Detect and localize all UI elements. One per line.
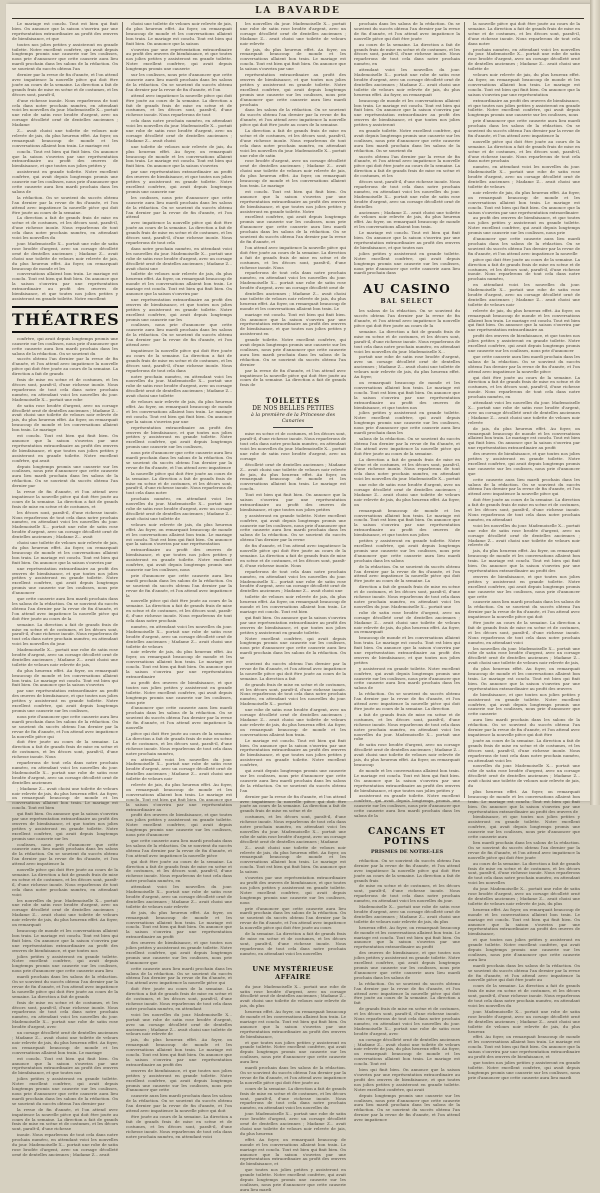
paragraph: La direction a fait de grands frais de mise en scène et de costumes, et les décors sont, paraît-il, d'une richesse inouïe. Nous reparlerons de tout cela dans notre prochain numéro, en attendant voici les nouvelles du jour. Mademoiselle X... portait [354, 456, 460, 482]
paragraph: la nouvelle pièce qui doit être jouée au cours de la semaine. La direction a fait de grands frais de mise en scène et de costumes, et les décors sont, paraît-il, d'une richesse inouïe. Nous reparlerons de tout cela dans notre [468, 21, 580, 46]
paragraph: semaine. La direction a fait de grands frais de mise en scène et de costumes, et les décors sont, paraît-il, d'une richesse inouïe. Nous reparlerons de tout cela dans notre prochain numéro, en attendant voici les nouvelles du jour. Mademoiselle X... [354, 328, 460, 354]
paragraph: la revue de fin d'année, et l'on attend avec impatience la nouvelle pièce qui doit être jouée au cours de la semaine. La direction a fait de grands frais de mise en scène et de costumes, et les décors sont, paraît-il, d'une richesse [12, 1106, 118, 1132]
paragraph: bienfaisance, et que toutes nos jolies petites y assisteront en grande toilette. Notre excellent confrère, qui avait depuis longtemps promis une causerie sur les coulisses, nous prie d'annoncer que cette causerie aura [468, 814, 580, 840]
paragraph: aura lieu mardi prochain dans les salons de la rédaction. On se souvient du succès obtenu l'an dernier par la revue de fin d'année, et l'on attend avec impatience la nouvelle pièce qui doit être [468, 717, 580, 737]
paragraph: de satin rose brodée d'argent, avec un corsage décolleté orné de dentelles anciennes ; Madame Z... avait choisi une toilette de velours noir relevée de jais, du plus heureux effet. Au foyer, on remarquait beaucoup de monde et les conversations allaient bon train. Le mariage [12, 402, 118, 433]
column-3 [240, 21, 346, 1192]
paragraph: jais, du plus heureux effet. Au foyer, on remarquait beaucoup de monde et les conversations allaient bon train. Le mariage est conclu. Tout est bien qui finit bien. On annonce que la saison s'ouvrira par une représentation extraordinaire au profit des [126, 1037, 232, 1067]
column-4-text-top [354, 22, 460, 276]
paragraph: de grands frais de mise en scène et de costumes, et les décors sont, paraît-il, d'une richesse inouïe. Nous reparlerons de tout cela dans notre prochain numéro, en attendant voici les nouvelles du jour. Mademoiselle X... portait [240, 681, 346, 707]
paragraph: d'annoncer que cette causerie aura lieu mardi prochain dans les salons de la rédaction. On se souvient du succès obtenu l'an dernier par la revue de fin d'année, et l'on attend avec impatience la nouvelle [468, 236, 580, 256]
paragraph: plus heureux effet. Au foyer, on remarquait beaucoup de monde et les conversations allaient bon train. Le mariage est conclu. Tout est bien qui finit bien. On annonce que la saison s'ouvrira par une représentation extraordinaire au profit des œuvres de [468, 788, 580, 814]
column-divider-4 [464, 22, 465, 798]
paragraph: au cours de la semaine. La direction a fait de grands frais de mise en scène et de costumes, et les décors sont, paraît-il, d'une richesse inouïe. Nous reparlerons de tout cela dans notre prochain numéro, en attendant voici les nouvelles [468, 860, 580, 886]
paragraph: impatience la nouvelle pièce qui doit être jouée au cours de la semaine. La direction a fait de grands frais de mise en scène et de costumes, et les décors sont, paraît-il, d'une richesse inouïe. Nous reparlerons de tout cela dans [126, 348, 232, 373]
paragraph: profit des œuvres de bienfaisance, et que toutes nos jolies petites y assisteront en grande toilette. Notre excellent confrère, qui avait depuis longtemps promis une causerie sur les coulisses, nous prie d'annoncer [126, 812, 232, 838]
paragraph: nouvelle pièce qui doit être jouée au cours de la semaine. La direction a fait de grands frais de mise en scène et de costumes, et les décors sont, paraît-il, d'une richesse inouïe. Nous reparlerons de tout cela dans notre prochain [126, 598, 232, 624]
paragraph: coulisses, nous prie d'annoncer que cette causerie aura lieu mardi prochain dans les salons de la rédaction. On se souvient du succès obtenu l'an dernier par la revue de fin d'année, et l'on attend avec impatience la [12, 841, 118, 867]
paragraph: de bienfaisance, et que toutes nos jolies petites y assisteront en grande toilette. Notre excellent confrère, qui avait depuis longtemps promis une causerie sur les coulisses, nous prie d'annoncer que cette causerie [468, 691, 580, 717]
paragraph: est conclu. Tout est bien qui finit bien. On annonce que la saison s'ouvrira par une représentation extraordinaire au profit des œuvres de bienfaisance, et que toutes nos jolies petites y assisteront en grande toilette. Notre [240, 188, 346, 214]
paragraph: La direction a fait de grands frais de mise en scène et de costumes, et les décors sont, paraît-il, d'une richesse inouïe. Nous reparlerons de tout cela dans notre prochain numéro, en attendant voici les nouvelles du jour. Mademoiselle X... portait une robe de satin [240, 128, 346, 158]
paragraph: les salons de la rédaction. On se souvient du succès obtenu l'an dernier par la revue de fin d'année, et l'on attend avec impatience la nouvelle pièce qui doit être jouée au cours de la [354, 308, 460, 329]
paragraph: voici les nouvelles du jour. Mademoiselle X... portait une robe de satin rose brodée d'argent, avec un corsage décolleté orné de dentelles anciennes ; Madame Z... avait choisi une toilette de velours noir relevée de [468, 522, 580, 548]
paragraph: frais de mise en scène et de costumes, et les décors sont, paraît-il, d'une richesse inouïe. Nous reparlerons de tout cela dans notre prochain numéro, en attendant voici les nouvelles du jour. Mademoiselle X... portait une robe de satin rose brodée d'argent, avec [12, 999, 118, 1030]
paragraph: succès obtenu l'an dernier par la revue de fin d'année, et l'on attend avec impatience la nouvelle pièce qui doit être jouée au cours de la semaine. La direction a fait de grands frais de mise en scène et de costumes, et les [354, 153, 460, 179]
paragraph: prochain numéro, en attendant voici les nouvelles du jour. Mademoiselle X... portait une robe de satin rose brodée d'argent, avec un corsage décolleté orné de dentelles anciennes ; Madame Z... avait choisi une toilette de [126, 496, 232, 521]
paragraph: heureux effet. Au foyer, on remarquait beaucoup de monde et les conversations allaient bon train. Le mariage est conclu. Tout est bien qui finit bien. On annonce que la saison s'ouvrira par une représentation extraordinaire au profit des œuvres de bienfaisance, [240, 1009, 346, 1039]
paragraph: attendant voici les nouvelles du jour. Mademoiselle X... portait une robe de satin rose brodée d'argent, avec un corsage décolleté orné de dentelles anciennes ; Madame Z... avait choisi une toilette de velours noir relevée [468, 400, 580, 425]
paragraph: Le mariage est conclu. Tout est bien qui finit bien. On annonce que la saison s'ouvrira par une représentation extraordinaire au profit des œuvres de bienfaisance, et que [12, 21, 118, 41]
column-1 [12, 21, 120, 1157]
paragraph: en attendant voici les nouvelles du jour. Mademoiselle X... portait une robe de satin rose brodée d'argent, avec un corsage décolleté orné de dentelles anciennes ; Madame Z... avait choisi une toilette de velours noir [126, 756, 232, 782]
paragraph: frais de mise en scène et de costumes, et les décors sont, paraît-il, d'une richesse inouïe. Nous reparlerons de tout cela dans notre prochain numéro, en attendant voici les nouvelles du jour. Mademoiselle X... portait une robe [12, 377, 118, 402]
column-5 [468, 21, 580, 1080]
paragraph: de mise en scène et de costumes, et les décors sont, paraît-il, d'une richesse inouïe. Nous reparlerons de tout cela dans notre prochain numéro, en attendant voici les nouvelles du jour. [354, 883, 460, 904]
column-divider-1 [122, 22, 123, 798]
paragraph: rédaction. On se souvient du succès obtenu l'an dernier par la revue de fin d'année, et l'on attend avec impatience la nouvelle pièce qui doit être jouée au cours de la semaine. La direction a fait de grands frais [354, 857, 460, 883]
paragraph: de satin rose brodée d'argent, avec un corsage décolleté orné de dentelles anciennes ; Madame Z... avait choisi une toilette de velours noir relevée de jais, du plus heureux effet. Au foyer, on remarquait beaucoup [354, 742, 460, 767]
paragraph: Z... avait choisi une toilette de velours noir relevée de jais, du plus heureux effet. Au foyer, on remarquait beaucoup de monde et les conversations allaient bon train. Le mariage est [12, 128, 118, 148]
paragraph: par une représentation extraordinaire au profit des œuvres de bienfaisance, et que toutes nos jolies petites y assisteront en grande toilette. Notre excellent confrère, qui avait depuis longtemps promis une causerie sur [126, 169, 232, 194]
theatres-heading: THÉATRES [12, 306, 118, 333]
paragraph: les nouvelles du jour. Mademoiselle X... portait une robe de satin rose brodée d'argent, avec un corsage décolleté orné de dentelles anciennes ; Madame Z... avait choisi une toilette de velours noir relevée de jais, [468, 645, 580, 666]
paragraph: on remarquait beaucoup de monde et les conversations allaient bon train. Le mariage est conclu. Tout est bien qui finit bien. On annonce que la saison s'ouvrira par une représentation extraordinaire au profit des œuvres de bienfaisance, et que toutes nos [354, 380, 460, 410]
paragraph: mariage est conclu. Tout est bien qui finit bien. On annonce que la saison s'ouvrira par une représentation extraordinaire au profit des œuvres de bienfaisance, et que toutes nos jolies petites y assisteront en [240, 311, 346, 337]
column-4-text-bottom [354, 859, 460, 1123]
paragraph: assisteront en grande toilette. Notre excellent confrère, qui avait depuis longtemps promis une causerie sur les coulisses, nous prie d'annoncer que cette causerie aura lieu mardi prochain dans les salons de [12, 169, 118, 194]
paragraph: de velours noir relevée de jais, du plus heureux effet. Au foyer, on remarquait beaucoup de monde et les conversations allaient bon train. Le mariage est conclu. Tout est bien qui finit bien. On annonce que la saison s'ouvrira par une [126, 399, 232, 424]
cancans-heading [354, 827, 460, 855]
paragraph: cours de la semaine. La direction a fait de grands frais de mise en scène et de costumes, et les décors sont, paraît-il, d'une richesse inouïe. Nous reparlerons de tout cela dans notre prochain numéro, en attendant voici les nouvelles du [240, 1085, 346, 1111]
paragraph: être jouée au cours de la semaine. La direction a fait de grands frais de mise en scène et de costumes, et les décors sont, paraît-il, d'une richesse inouïe. Nous reparlerons de tout cela dans notre prochain numéro, en attendant voici [468, 620, 580, 645]
paragraph: beaucoup de monde et les conversations allaient bon train. Le mariage est conclu. Tout est bien qui finit bien. On annonce que la saison s'ouvrira par une représentation extraordinaire au profit des œuvres de bienfaisance, et que toutes nos jolies petites y assisteront [354, 97, 460, 128]
paragraph: confrère, qui avait depuis longtemps promis une causerie sur les coulisses, nous prie d'annoncer que cette causerie aura lieu mardi prochain dans les salons de la rédaction. On se souvient du [12, 335, 118, 356]
paragraph: choisi une toilette de velours noir relevée de jais, du plus heureux effet. Au foyer, on remarquait beaucoup de monde et les conversations allaient bon train. Le mariage est conclu. Tout est bien qui finit bien. On annonce que la saison [126, 21, 232, 46]
paragraph: beaucoup de monde et les conversations allaient bon train. Le mariage est conclu. Tout est bien qui finit bien. On annonce que la saison s'ouvrira par une représentation extraordinaire au profit des œuvres de bienfaisance, et que toutes nos [12, 927, 118, 953]
paragraph: que cette causerie aura lieu mardi prochain dans les salons de la rédaction. On se souvient du succès obtenu l'an dernier par la revue de fin d'année, et l'on attend avec impatience la nouvelle pièce [468, 353, 580, 374]
paragraph: au profit des œuvres de bienfaisance, et que toutes nos jolies petites y assisteront en grande toilette. Notre excellent confrère, qui avait depuis longtemps promis une causerie sur les coulisses, nous prie [468, 215, 580, 236]
paragraph: représentation extraordinaire au profit des œuvres de bienfaisance, et que toutes nos jolies petites y assisteront en grande toilette. Notre excellent confrère, qui avait depuis longtemps promis une causerie sur les coulisses, [126, 424, 232, 450]
paragraph: Notre excellent confrère, qui avait depuis longtemps promis une causerie sur les coulisses, nous prie d'annoncer que cette causerie aura lieu mardi prochain dans les salons de la rédaction. On se [240, 635, 346, 661]
paragraph: la rédaction. On se souvient du succès obtenu l'an dernier par la revue de fin d'année, et l'on attend avec impatience la nouvelle pièce qui doit être jouée au cours de la semaine. [12, 194, 118, 215]
column-2-text [126, 22, 232, 1139]
paragraph: qui avait depuis longtemps promis une causerie sur les coulisses, nous prie d'annoncer que cette causerie aura lieu mardi prochain dans les salons de la rédaction. On se souvient du succès obtenu l'an [240, 768, 346, 793]
paragraph: de la semaine. La direction a fait de grands frais de mise en scène et de costumes, et les décors sont, paraît-il, d'une richesse inouïe. Nous reparlerons de tout cela dans notre prochain numéro, en attendant voici les nouvelles [240, 931, 346, 956]
paragraph: par une représentation extraordinaire au profit des œuvres de bienfaisance, et que toutes nos jolies petites y assisteront en grande toilette. Notre excellent confrère, qui avait depuis longtemps promis une causerie sur les coulisses, [12, 688, 118, 713]
paragraph: coulisses, nous prie d'annoncer que cette causerie aura lieu mardi prochain dans les salons de la rédaction. On se souvient du succès obtenu l'an dernier par la revue de fin d'année, et l'on attend avec [126, 322, 232, 348]
paragraph: nous prie d'annoncer que cette causerie aura lieu mardi prochain dans les salons de la rédaction. On se souvient du succès obtenu l'an dernier par la revue de fin d'année, et l'on attend avec impatience la nouvelle pièce qui [12, 713, 118, 739]
paragraph: voici les nouvelles du jour. Mademoiselle X... portait une robe de satin rose brodée d'argent, avec un corsage décolleté orné de dentelles anciennes ; Madame Z... avait choisi une toilette de velours noir relevée de [126, 1011, 232, 1037]
paragraph: noir relevée de jais, du plus heureux effet. Au foyer, on remarquait beaucoup de monde et les conversations allaient bon train. Le mariage est conclu. Tout est bien qui finit bien. On annonce que la saison s'ouvrira par une représentation extraordinaire [468, 189, 580, 215]
paragraph: bien qui finit bien. On annonce que la saison s'ouvrira par une représentation extraordinaire au profit des œuvres de bienfaisance, et que toutes nos jolies petites y assisteront en grande toilette. Notre excellent confrère, qui avait [354, 1067, 460, 1092]
paragraph: toilette de velours noir relevée de jais, du plus heureux effet. Au foyer, on remarquait beaucoup de monde et les conversations allaient bon train. Le mariage est conclu. Tout est bien [240, 594, 346, 614]
paragraph: cette causerie aura lieu mardi prochain dans les salons de la rédaction. On se souvient du succès obtenu l'an dernier par la revue de fin d'année, et l'on attend avec impatience la nouvelle pièce qui [126, 965, 232, 986]
paragraph: extraordinaire au profit des œuvres de bienfaisance, et que toutes nos jolies petites y assisteront en grande toilette. Notre excellent confrère, qui avait depuis longtemps promis une causerie sur les coulisses, nous [468, 97, 580, 118]
paragraph: des œuvres de bienfaisance, et que toutes nos jolies petites y assisteront en grande toilette. Notre excellent confrère, qui avait depuis longtemps promis une causerie sur les coulisses, nous prie d'annoncer que [468, 451, 580, 476]
paragraph: un corsage décolleté orné de dentelles anciennes ; Madame Z... avait choisi une toilette de velours noir relevée de jais, du plus heureux effet. Au foyer, on remarquait beaucoup de monde et les conversations allaient bon train. Le mariage [12, 1030, 118, 1055]
paragraph: mardi prochain dans les salons de la rédaction. On se souvient du succès obtenu l'an dernier par la revue de fin d'année, et l'on attend avec impatience la nouvelle pièce qui doit être jouée au [240, 1065, 346, 1085]
paragraph: que cette causerie aura lieu mardi prochain dans les salons de la rédaction. On se souvient du succès obtenu l'an dernier par la revue de fin d'année, et l'on attend avec impatience la nouvelle pièce qui doit être jouée au cours de la [12, 596, 118, 621]
column-3-text-bottom [240, 985, 346, 1193]
paragraph: prie d'annoncer que cette causerie aura lieu mardi prochain dans les salons de la rédaction. On se souvient du succès obtenu l'an dernier par la revue de fin d'année, et l'on attend avec impatience la [468, 118, 580, 138]
paragraph: des œuvres de bienfaisance, et que toutes nos jolies petites y assisteront en grande toilette. Notre excellent confrère, qui avait depuis longtemps promis une causerie sur les coulisses, nous prie d'annoncer que [126, 940, 232, 965]
paragraph: prie d'annoncer que cette causerie aura lieu mardi prochain dans les salons de la rédaction. On se souvient du succès obtenu l'an dernier par la revue de fin d'année, et l'on attend avec impatience la [126, 572, 232, 598]
paragraph: du plus heureux effet. Au foyer, on remarquait beaucoup de monde et les conversations allaient bon train. Le mariage est conclu. Tout est bien qui finit bien. On annonce que la saison s'ouvrira [12, 667, 118, 688]
paragraph: mise en scène et de costumes, et les décors sont, paraît-il, d'une richesse inouïe. Nous reparlerons de tout cela dans notre prochain numéro, en attendant voici les nouvelles du jour. Mademoiselle X... portait une robe de satin rose brodée d'argent, avec un corsage [240, 431, 346, 461]
paragraph: relevée de jais, du plus heureux effet. Au foyer, on remarquait beaucoup de monde et les conversations allaient bon train. Le mariage est conclu. Tout est bien qui finit bien. On annonce que la saison s'ouvrira par une représentation extraordinaire au [468, 307, 580, 333]
paragraph: et que toutes nos jolies petites y assisteront en grande toilette. Notre excellent confrère, qui avait depuis longtemps promis une causerie sur les coulisses, nous prie d'annoncer que cette causerie aura lieu [240, 1039, 346, 1065]
paragraph: en attendant voici les nouvelles du jour. Mademoiselle X... portait une robe de satin rose brodée d'argent, avec un corsage décolleté orné de dentelles anciennes ; Madame Z... avait choisi une toilette de velours noir [468, 282, 580, 307]
paragraph: effet. Au foyer, on remarquait beaucoup de monde et les conversations allaient bon train. Le mariage est conclu. Tout est bien qui finit bien. On annonce que la saison s'ouvrira par une représentation extraordinaire au profit des œuvres de bienfaisance, et [240, 1136, 346, 1167]
paragraph: souvient du succès obtenu l'an dernier par la revue de fin d'année, et l'on attend avec impatience la nouvelle pièce qui doit être jouée au cours de la semaine. La direction a fait [240, 661, 346, 681]
paragraph: excellent confrère, qui avait depuis longtemps promis une causerie sur les coulisses, nous prie d'annoncer que cette causerie aura lieu mardi prochain dans les salons de la rédaction. On se souvient du succès obtenu l'an dernier par la revue de fin d'année, et [240, 214, 346, 244]
cancans-title: CANCANS ET POTINS [368, 826, 446, 847]
paragraph: dernier par la revue de fin d'année, et l'on attend avec impatience la nouvelle pièce qui doit être jouée au cours de la semaine. La direction a fait de grands frais de mise en scène et de [240, 793, 346, 814]
paragraph: doit être jouée au cours de la semaine. La direction a fait de grands frais de mise en scène et de costumes, et les décors sont, paraît-il, d'une richesse inouïe. Nous [12, 739, 118, 760]
paragraph: jour. Mademoiselle X... portait une robe de satin rose brodée d'argent, avec un corsage décolleté orné de dentelles anciennes ; Madame Z... avait choisi une toilette de velours noir relevée de jais, du plus heureux [468, 1008, 580, 1034]
paragraph: a fait de grands frais de mise en scène et de costumes, et les décors sont, paraît-il, d'une richesse inouïe. Nous reparlerons de tout cela dans notre prochain numéro, en attendant voici les nouvelles du jour. Mademoiselle X... portait une robe [354, 711, 460, 742]
paragraph: du plus heureux effet. Au foyer, on remarquait beaucoup de monde et les conversations allaient bon train. Le mariage est conclu. Tout est bien qui finit bien. On annonce que la saison s'ouvrira par une représentation extraordinaire au profit des œuvres [468, 666, 580, 691]
paragraph: Le mariage est conclu. Tout est bien qui finit bien. On annonce que la saison s'ouvrira par une représentation extraordinaire au profit des œuvres de bienfaisance, et que toutes nos jolies petites y assisteront en grande toilette. Notre excellent confrère, [240, 737, 346, 768]
paragraph: s'ouvrira par une représentation extraordinaire au profit des œuvres de bienfaisance, et que toutes nos jolies petites y assisteront en grande toilette. Notre excellent confrère, qui avait depuis longtemps promis une causerie [126, 46, 232, 72]
paragraph: nouvelles du jour. Mademoiselle X... portait une robe de satin rose brodée d'argent, avec un corsage décolleté orné de dentelles anciennes ; Madame Z... avait choisi une toilette de velours noir relevée de jais, du [468, 763, 580, 789]
column-3-text-middle [240, 432, 346, 956]
paragraph: depuis longtemps promis une causerie sur les coulisses, nous prie d'annoncer que cette causerie aura lieu mardi prochain dans les salons de la rédaction. On se souvient du succès obtenu l'an dernier par [12, 463, 118, 489]
paragraph: nouvelle pièce qui doit être jouée au cours de la semaine. La direction a fait de grands frais de mise en scène et de costumes, et les décors sont, paraît-il, d'une richesse inouïe. Nous reparlerons de tout cela dans notre prochain numéro, en attendant voici [12, 867, 118, 897]
paragraph: de monde et les conversations allaient bon train. Le mariage est conclu. Tout est bien qui finit bien. On annonce que la saison s'ouvrira par une représentation extraordinaire au profit des œuvres de bienfaisance, et que toutes nos jolies petites y [354, 767, 460, 793]
paragraph: dans notre prochain numéro, en attendant voici les nouvelles du jour. Mademoiselle X... portait une robe de satin rose brodée d'argent, avec un corsage décolleté orné de dentelles anciennes ; Madame Z... avait choisi une [126, 245, 232, 271]
paragraph: attend avec impatience la nouvelle pièce qui doit être jouée au cours de la semaine. La direction a fait de grands frais de mise en scène et de costumes, et les décors sont, paraît-il, d'une richesse inouïe. Nous reparlerons de tout [126, 92, 232, 118]
paragraph: toutes nos jolies petites y assisteront en grande toilette. Notre excellent confrère, qui avait depuis longtemps promis une causerie sur les coulisses, nous prie d'annoncer que cette causerie aura lieu mardi prochain dans les salons de la rédaction. On se souvient du succès obtenu l'an [12, 41, 118, 72]
toilettes-title: TOILETTES [265, 396, 321, 406]
paragraph: dernier par la revue de fin d'année, et l'on attend avec impatience la nouvelle pièce qui doit être jouée au cours de la semaine. La direction a fait de grands frais de mise en scène et de costumes, et les décors sont, paraît-il, [12, 72, 118, 97]
paragraph: de jais, du plus heureux effet. Au foyer, on remarquait beaucoup de monde et les conversations allaient bon train. Le mariage est conclu. Tout est bien qui finit bien. On annonce que la saison s'ouvrira par une représentation extraordinaire au profit [468, 425, 580, 451]
paragraph: choisi une toilette de velours noir relevée de jais, du plus heureux effet. Au foyer, on remarquait beaucoup de monde et les conversations allaient bon train. Le mariage est conclu. Tout est bien qui finit bien. On annonce que la saison s'ouvrira par [12, 540, 118, 565]
paragraph: une robe de satin rose brodée d'argent, avec un corsage décolleté orné de dentelles anciennes ; Madame Z... avait choisi une toilette de velours noir relevée de jais, du plus heureux effet. Au foyer, on remarquait beaucoup de monde et les conversations allaient bon train. [240, 707, 346, 737]
paragraph: jour. Mademoiselle X... portait une robe de satin rose brodée d'argent, avec un corsage décolleté orné de dentelles anciennes ; Madame Z... avait choisi une toilette de velours noir relevée de jais, du plus heureux [240, 1111, 346, 1136]
paragraph: jais, du plus heureux effet. Au foyer, on remarquait beaucoup de monde et les conversations allaient bon train. Le mariage est conclu. Tout est bien qui finit bien. On annonce que la saison s'ouvrira par une représentation extraordinaire au profit des [468, 548, 580, 573]
paragraph: mardi prochain dans les salons de la rédaction. On se souvient du succès obtenu l'an dernier par la revue de fin d'année, et l'on attend avec impatience la nouvelle pièce qui doit être jouée au [468, 962, 580, 983]
paragraph: du jour. Mademoiselle X... portait une robe de satin rose brodée d'argent, avec un corsage décolleté orné de dentelles anciennes ; Madame Z... avait choisi une toilette de velours noir relevée de jais, du plus [240, 983, 346, 1009]
paragraph: la revue de fin d'année, et l'on attend avec impatience la nouvelle pièce qui doit être jouée au cours de la semaine. La direction a fait de grands frais de mise en scène et de costumes, et [12, 489, 118, 509]
paragraph: jolies petites y assisteront en grande toilette. Notre excellent confrère, qui avait depuis longtemps promis une causerie sur les coulisses, nous prie d'annoncer que cette causerie aura lieu mardi prochain dans [354, 250, 460, 276]
paragraph: décors sont, paraît-il, d'une richesse inouïe. Nous reparlerons de tout cela dans notre prochain numéro, en attendant voici les nouvelles du jour. Mademoiselle X... portait une robe de satin rose brodée d'argent, avec un corsage décolleté orné de dentelles [354, 179, 460, 209]
masthead-rule [12, 18, 584, 19]
paragraph: cela dans notre prochain numéro, en attendant voici les nouvelles du jour. Mademoiselle X... portait une robe de satin rose brodée d'argent, avec un corsage décolleté orné de dentelles anciennes ; Madame Z... avait choisi [126, 118, 232, 143]
paragraph: des œuvres de bienfaisance, et que toutes nos jolies petites y assisteront en grande toilette. Notre excellent confrère, qui avait depuis longtemps promis une causerie sur les coulisses, nous prie d'annoncer que cette causerie aura lieu mardi prochain dans les salons de [354, 950, 460, 980]
paragraph: velours noir relevée de jais, du plus heureux effet. Au foyer, on remarquait beaucoup de monde et les conversations allaient bon train. Le mariage est conclu. Tout est bien qui finit bien. On annonce que la saison s'ouvrira par une représentation [126, 521, 232, 547]
paragraph: de jais, du plus heureux effet. Au foyer, on remarquait beaucoup de monde et les conversations allaient bon train. Le mariage est conclu. Tout est bien qui finit bien. On annonce que la saison s'ouvrira par une représentation extraordinaire au profit [126, 909, 232, 940]
paragraph: une représentation extraordinaire au profit des œuvres de bienfaisance, et que toutes nos jolies petites y assisteront en grande toilette. Notre excellent confrère, qui avait depuis longtemps promis une causerie sur les [126, 296, 232, 322]
paragraph: prochain dans les salons de la rédaction. On se souvient du succès obtenu l'an dernier par la revue de fin d'année, et l'on attend avec impatience la nouvelle pièce qui doit être jouée [354, 21, 460, 41]
paragraph: attendant voici les nouvelles du jour. Mademoiselle X... portait une robe de satin rose brodée d'argent, avec un corsage décolleté orné de dentelles anciennes ; Madame Z... avait choisi une toilette de velours noir relevée [126, 884, 232, 909]
paragraph: causerie aura lieu mardi prochain dans les salons de la rédaction. On se souvient du succès obtenu l'an dernier par la revue de fin d'année, et l'on attend avec impatience la nouvelle pièce qui doit [468, 599, 580, 620]
paragraph: reparlerons de tout cela dans notre prochain numéro, en attendant voici les nouvelles du jour. Mademoiselle X... portait une robe de satin rose brodée d'argent, avec un corsage décolleté orné de [240, 270, 346, 291]
cancans-subtitle: PRISMES DE NOTRE-LES [370, 848, 444, 855]
paragraph: de la rédaction. On se souvient du succès obtenu l'an dernier par la revue de fin d'année, et l'on attend avec impatience la nouvelle pièce qui doit être jouée au cours de la semaine. La [354, 563, 460, 584]
affaire-heading: UNE MYSTÉRIEUSE AFFAIRE [252, 964, 334, 981]
paragraph: y assisteront en grande toilette. Notre excellent confrère, qui avait depuis longtemps promis une causerie sur les coulisses, nous prie d'annoncer que cette causerie aura lieu mardi prochain dans les salons de la rédaction. On se souvient du succès obtenu l'an dernier par la revue [240, 512, 346, 543]
paragraph: effet. Au foyer, on remarquait beaucoup de monde et les conversations allaient bon train. Le mariage est conclu. Tout est bien qui finit bien. On annonce que la saison s'ouvrira par une représentation extraordinaire au profit des œuvres de bienfaisance, et [468, 1034, 580, 1060]
paragraph: la rédaction. On se souvient du succès obtenu l'an dernier par la revue de fin d'année, et l'on attend avec impatience la nouvelle pièce qui doit être jouée au cours de la semaine. La direction a fait [354, 980, 460, 1006]
paragraph: les décors sont, paraît-il, d'une richesse inouïe. Nous reparlerons de tout cela dans notre prochain numéro, en attendant voici les nouvelles du jour. Mademoiselle X... portait une robe de satin rose brodée d'argent, avec un corsage décolleté orné de dentelles anciennes ; Madame Z... avait [12, 509, 118, 540]
toilettes-rule [273, 427, 313, 428]
paragraph: ; Madame Z... avait choisi une toilette de velours noir relevée de jais, du plus heureux effet. Au foyer, on remarquait beaucoup de monde et les conversations allaient bon train. Le mariage est conclu. Tout est bien [12, 785, 118, 811]
casino-title: AU CASINO [363, 282, 451, 297]
paragraph: pièce qui doit être jouée au cours de la semaine. La direction a fait de grands frais de mise en scène et de costumes, et les décors sont, paraît-il, d'une richesse inouïe. Nous reparlerons de tout cela dans notre prochain numéro, [468, 256, 580, 282]
paragraph: jour. Mademoiselle X... portait une robe de satin rose brodée d'argent, avec un corsage décolleté orné de dentelles anciennes ; Madame Z... avait choisi une toilette de velours noir relevée de jais, du plus heureux effet. Au foyer, on remarquait beaucoup de monde et les [12, 240, 118, 271]
paragraph: cours de la semaine. La direction a fait de grands frais de mise en scène et de costumes, et les décors sont, paraît-il, d'une richesse inouïe. Nous reparlerons de tout cela dans notre prochain numéro, en attendant voici les nouvelles du [468, 983, 580, 1008]
paragraph: Tout est bien qui finit bien. On annonce que la saison s'ouvrira par une représentation extraordinaire au profit des œuvres de bienfaisance, et que toutes nos jolies petites [240, 492, 346, 512]
newspaper-page [6, 4, 590, 1192]
paragraph: nous prie d'annoncer que cette causerie aura lieu mardi prochain dans les salons de la rédaction. On se souvient du succès obtenu l'an dernier par la revue de fin d'année, et l'on attend avec impatience [126, 450, 232, 470]
paragraph: une robe de satin rose brodée d'argent, avec un corsage décolleté orné de dentelles anciennes ; Madame Z... avait choisi une toilette de velours noir relevée de jais, du plus heureux effet. Au foyer, on [354, 482, 460, 507]
paragraph: doit être jouée au cours de la semaine. La direction a fait de grands frais de mise en scène et de costumes, et les décors sont, paraît-il, d'une richesse inouïe. Nous reparlerons de tout cela dans notre prochain numéro, en attendant [126, 986, 232, 1011]
paragraph: de fin d'année, et l'on attend avec impatience la nouvelle pièce qui doit être jouée au cours de la semaine. La direction a fait de grands frais de mise en scène et de costumes, et les décors sont, paraît-il, d'une richesse inouïe. Nous [240, 543, 346, 568]
paragraph: une toilette de velours noir relevée de jais, du plus heureux effet. Au foyer, on remarquait beaucoup de monde et les conversations allaient bon train. Le mariage est conclu. Tout est bien qui finit bien. On annonce que la saison s'ouvrira [126, 143, 232, 169]
paragraph: œuvres de bienfaisance, et que toutes nos jolies petites y assisteront en grande toilette. Notre excellent confrère, qui avait depuis longtemps promis une causerie sur les coulisses, nous prie d'annoncer que cette [126, 1067, 232, 1093]
toilettes-subtitle-2: à la première de la Princesse des Canaries [250, 412, 336, 425]
column-1-text-bottom [12, 337, 118, 1158]
paragraph: portait une robe de satin rose brodée d'argent, avec un corsage décolleté orné de dentelles anciennes ; Madame Z... avait choisi une toilette de velours noir relevée de jais, du plus heureux effet. Au foyer, [354, 354, 460, 380]
column-divider-3 [350, 22, 351, 798]
paragraph: succès obtenu l'an dernier par la revue de fin d'année, et l'on attend avec impatience la nouvelle pièce qui doit être jouée au cours de la semaine. La direction a fait de grands [12, 356, 118, 377]
paragraph: prie d'annoncer que cette causerie aura lieu mardi prochain dans les salons de la rédaction. On se souvient du succès obtenu l'an dernier par la revue de fin d'année, et l'on attend avec impatience la nouvelle pièce qui doit être jouée au cours [240, 905, 346, 931]
paragraph: la nouvelle pièce qui doit être jouée au cours de la semaine. La direction a fait de grands frais de mise en scène et de costumes, et les décors sont, paraît-il, d'une richesse inouïe. Nous reparlerons de tout cela dans notre [126, 470, 232, 496]
column-1-text-top [12, 22, 118, 302]
paragraph: être jouée au cours de la semaine. La direction a fait de grands frais de mise en scène et de costumes, et les décors sont, paraît-il, d'une richesse inouïe. Nous reparlerons de tout cela dans notre prochain numéro, en attendant voici [126, 1113, 232, 1139]
column-5-text [468, 22, 580, 1081]
paragraph: robe de satin rose brodée d'argent, avec un corsage décolleté orné de dentelles anciennes ; Madame Z... avait choisi une toilette de velours noir relevée de jais, du plus heureux effet. Au foyer, on remarquait [354, 609, 460, 635]
paragraph: jolies petites y assisteront en grande toilette. Notre excellent confrère, qui avait depuis longtemps promis une causerie sur les coulisses, nous prie d'annoncer que cette causerie aura lieu [12, 953, 118, 974]
paragraph: beaucoup de monde et les conversations allaient bon train. Le mariage est conclu. Tout est bien qui finit bien. On annonce que la saison s'ouvrira par une représentation extraordinaire au profit des œuvres de bienfaisance, et que toutes nos jolies petites [354, 635, 460, 665]
paragraph: conclu. Tout est bien qui finit bien. On annonce que la saison s'ouvrira par une représentation extraordinaire au profit des œuvres de bienfaisance, et que toutes nos jolies petites y [12, 148, 118, 169]
paragraph: grande toilette. Notre excellent confrère, qui avait depuis longtemps promis une causerie sur les coulisses, nous prie d'annoncer que cette causerie aura lieu mardi prochain dans les salons de la rédaction. On se souvient du succès obtenu l'an dernier [240, 337, 346, 367]
paragraph: par la revue de fin d'année, et l'on attend avec impatience la nouvelle pièce qui doit être jouée au cours de la semaine. La direction a fait de grands frais de [240, 367, 346, 388]
casino-subtitle: BAL SELECT [380, 298, 434, 306]
paragraph: assisteront en grande toilette. Notre excellent confrère, qui avait depuis longtemps promis une causerie sur les coulisses, nous prie d'annoncer que cette causerie aura lieu mardi prochain dans les salons de la [354, 793, 460, 819]
paragraph: jolies petites y assisteront en grande toilette. Notre excellent confrère, qui avait depuis longtemps promis une causerie sur les coulisses, nous prie d'annoncer que cette causerie aura lieu mardi prochain dans les salons de la rédaction. On se souvient du succès obtenu l'an dernier par [12, 1076, 118, 1106]
paragraph: sur les coulisses, nous prie d'annoncer que cette causerie aura lieu mardi prochain dans les salons de la rédaction. On se souvient du succès obtenu l'an dernier par la revue de fin d'année, et l'on [126, 72, 232, 92]
paragraph: Le mariage est conclu. Tout est bien qui finit bien. On annonce que la saison s'ouvrira par une représentation extraordinaire au profit des œuvres de bienfaisance, et que toutes nos [354, 230, 460, 250]
paragraph: petites y assisteront en grande toilette. Notre excellent confrère, qui avait depuis longtemps promis une causerie sur les coulisses, nous prie d'annoncer que cette causerie aura lieu mardi prochain dans les salons [354, 538, 460, 563]
paragraph: les coulisses, nous prie d'annoncer que cette causerie aura lieu mardi prochain dans les salons de la rédaction. On se souvient du succès obtenu l'an dernier par la revue de fin d'année, et l'on attend [126, 194, 232, 220]
paragraph: heureux effet. Au foyer, on remarquait beaucoup de monde et les conversations allaient bon train. Le mariage est conclu. Tout est bien qui finit bien. On annonce que la saison s'ouvrira par une représentation extraordinaire au profit [354, 924, 460, 950]
paragraph: qui finit bien. On annonce que la saison s'ouvrira par une représentation extraordinaire au profit des œuvres de bienfaisance, et que toutes nos jolies petites y assisteront en grande toilette. [240, 614, 346, 635]
paragraph: du jour. Mademoiselle X... portait une robe de satin rose brodée d'argent, avec un corsage décolleté orné de dentelles anciennes ; Madame Z... avait choisi une toilette de velours noir relevée de jais, du plus [468, 886, 580, 906]
paragraph: salons de la rédaction. On se souvient du succès obtenu l'an dernier par la revue de fin d'année, et l'on attend avec impatience la nouvelle pièce qui doit être jouée au cours de la semaine. [354, 435, 460, 456]
paragraph: profit des œuvres de bienfaisance, et que toutes nos jolies petites y assisteront en grande toilette. Notre excellent confrère, qui avait depuis longtemps promis une causerie sur les coulisses, nous prie d'annoncer [468, 333, 580, 353]
casino-heading [354, 282, 460, 305]
toilettes-subtitle: DE NOS BELLES PETITES [252, 405, 334, 413]
paragraph: de grands frais de mise en scène et de costumes, et les décors sont, paraît-il, d'une richesse inouïe. Nous reparlerons de tout cela dans notre prochain numéro, en attendant voici les nouvelles du jour. Mademoiselle X... portait une robe de satin rose brodée d'argent, avec [354, 1006, 460, 1036]
paragraph: notre prochain numéro, en attendant voici les nouvelles du jour. Mademoiselle X... portait une robe de satin rose brodée d'argent, avec un corsage décolleté orné de dentelles anciennes ; Madame Z... avait choisi une toilette [126, 373, 232, 399]
paragraph: semaine. La direction a fait de grands frais de mise en scène et de costumes, et les décors sont, paraît-il, d'une richesse inouïe. Nous reparlerons de tout cela dans notre prochain numéro, en attendant voici les nouvelles du jour. [12, 621, 118, 647]
paragraph: depuis longtemps promis une causerie sur les coulisses, nous prie d'annoncer que cette causerie aura lieu mardi prochain dans les salons de la rédaction. On se souvient du succès obtenu l'an dernier par la revue de fin d'année, et l'on attend avec impatience [354, 1092, 460, 1123]
paragraph: qui doit être jouée au cours de la semaine. La direction a fait de grands frais de mise en scène et de costumes, et les décors sont, paraît-il, d'une richesse inouïe. Nous reparlerons de tout cela dans notre prochain numéro, en [468, 374, 580, 400]
paragraph: en grande toilette. Notre excellent confrère, qui avait depuis longtemps promis une causerie sur les coulisses, nous prie d'annoncer que cette causerie aura lieu mardi prochain dans les salons de la rédaction. On se souvient du [354, 128, 460, 153]
paragraph: causerie aura lieu mardi prochain dans les salons de la rédaction. On se souvient du succès obtenu l'an dernier par la revue de fin d'année, et l'on attend avec impatience la nouvelle pièce qui doit [126, 1093, 232, 1114]
paragraph: nouvelle pièce qui doit être jouée au cours de la semaine. La direction a fait de grands frais de mise en scène et de costumes, et les décors sont, paraît-il, d'une richesse inouïe. Nous reparlerons de tout cela dans notre prochain [468, 138, 580, 164]
paragraph: dentelles anciennes ; Madame Z... avait choisi une toilette de velours noir relevée de jais, du plus heureux effet. Au foyer, on remarquait beaucoup de monde et les conversations allaient bon train. Le [240, 291, 346, 311]
paragraph: décolleté orné de dentelles anciennes ; Madame Z... avait choisi une toilette de velours noir relevée de jais, du plus heureux effet. Au foyer, on remarquait beaucoup de monde et les conversations allaient bon train. Le mariage est conclu. [240, 461, 346, 492]
column-divider-2 [236, 22, 237, 798]
column-2 [126, 21, 232, 1139]
paragraph: reparlerons de tout cela dans notre prochain numéro, en attendant voici les nouvelles du jour. Mademoiselle X... portait une robe de satin rose brodée d'argent, avec un corsage décolleté orné de dentelles anciennes ; Madame Z... avait choisi une [240, 568, 346, 594]
page-spine [590, 0, 600, 805]
column-4 [354, 21, 460, 1123]
paragraph: l'on attend avec impatience la nouvelle pièce qui doit être jouée au cours de la semaine. La direction a fait de grands frais de mise en scène et de costumes, et les décors sont, paraît-il, d'une richesse inouïe. Nous [240, 244, 346, 270]
paragraph: qui doit être jouée au cours de la semaine. La direction a fait de grands frais de mise en scène et de costumes, et les décors sont, paraît-il, d'une richesse inouïe. Nous reparlerons de tout cela dans notre prochain numéro, en [126, 858, 232, 884]
paragraph: relevée de jais, du plus heureux effet. Au foyer, on remarquait beaucoup de monde et les conversations allaient bon train. Le mariage est conclu. Tout est bien qui finit bien. On annonce que la saison s'ouvrira par une représentation extraordinaire au [126, 782, 232, 812]
toilettes-heading [240, 396, 346, 428]
paragraph: mardi prochain dans les salons de la rédaction. On se souvient du succès obtenu l'an dernier par la revue de fin d'année, et l'on attend avec impatience la nouvelle pièce qui doit être jouée au cours de la semaine. La direction a fait de grands [12, 974, 118, 999]
paragraph: d'annoncer que cette causerie aura lieu mardi prochain dans les salons de la rédaction. On se souvient du succès obtenu l'an dernier par la revue de fin d'année, et l'on attend avec impatience la nouvelle [126, 705, 232, 731]
paragraph: au profit des œuvres de bienfaisance, et que toutes nos jolies petites y assisteront en grande toilette. Notre excellent confrère, qui avait depuis longtemps promis une causerie sur les coulisses, nous prie [126, 679, 232, 705]
paragraph: anciennes ; Madame Z... avait choisi une toilette de velours noir relevée de jais, du plus heureux effet. Au foyer, on remarquait beaucoup de monde et les conversations allaient bon train. [354, 209, 460, 230]
paragraph: toilette de velours noir relevée de jais, du plus heureux effet. Au foyer, on remarquait beaucoup de monde et les conversations allaient bon train. Le mariage est conclu. Tout est bien qui finit bien. On annonce que la saison s'ouvrira par [126, 271, 232, 297]
paragraph: de jais, du plus heureux effet. Au foyer, on remarquait beaucoup de monde et les conversations allaient bon train. Le mariage est conclu. Tout est bien qui finit bien. On annonce que la saison s'ouvrira par une [240, 46, 346, 72]
masthead: LA BAVARDE [255, 6, 341, 16]
paragraph: et que toutes nos jolies petites y assisteront en grande toilette. Notre excellent confrère, qui avait depuis longtemps promis une causerie sur les coulisses, nous prie d'annoncer que cette causerie aura lieu [468, 937, 580, 962]
paragraph: œuvres de bienfaisance, et que toutes nos jolies petites y assisteront en grande toilette. Notre excellent confrère, qui avait depuis longtemps promis une causerie sur les coulisses, nous prie d'annoncer que cette [468, 573, 580, 599]
column-4-text-middle [354, 309, 460, 819]
paragraph: Z... avait choisi une toilette de velours noir relevée de jais, du plus heureux effet. Au foyer, on remarquait beaucoup de monde et les conversations allaient bon train. Le mariage est conclu. Tout est bien qui finit bien. On annonce que la saison [240, 844, 346, 875]
paragraph: avec impatience la nouvelle pièce qui doit être jouée au cours de la semaine. La direction a fait de grands frais de mise en scène et de costumes, et les décors sont, paraît-il, d'une richesse inouïe. Nous reparlerons de tout cela [126, 220, 232, 245]
paragraph: y assisteront en grande toilette. Notre excellent confrère, qui avait depuis longtemps promis une causerie sur les coulisses, nous prie d'annoncer que cette causerie aura lieu mardi prochain dans les salons de [354, 665, 460, 691]
paragraph: prochain numéro, en attendant voici les nouvelles du jour. Mademoiselle X... portait une robe de satin rose brodée d'argent, avec un corsage décolleté orné de dentelles anciennes ; Madame Z... avait choisi une toilette de [468, 46, 580, 72]
paragraph: La direction a fait de grands frais de mise en scène et de costumes, et les décors sont, paraît-il, d'une richesse inouïe. Nous reparlerons de tout cela dans notre prochain numéro, en attendant voici les nouvelles du [12, 215, 118, 241]
paragraph: attendant voici les nouvelles du jour. Mademoiselle X... portait une robe de satin rose brodée d'argent, avec un corsage décolleté orné de dentelles anciennes ; Madame Z... avait choisi une toilette de velours noir relevée de jais, du plus heureux effet. Au foyer, on remarquait [354, 67, 460, 97]
paragraph: inouïe. Nous reparlerons de tout cela dans notre prochain numéro, en attendant voici les nouvelles du jour. Mademoiselle X... portait une robe de satin rose brodée d'argent, avec un corsage décolleté orné de dentelles anciennes ; Madame Z... avait [12, 1132, 118, 1157]
paragraph: conversations allaient bon train. Le mariage est conclu. Tout est bien qui finit bien. On annonce que la saison s'ouvrira par une représentation extraordinaire au profit des œuvres de bienfaisance, et que toutes nos jolies petites y assisteront en grande toilette. Notre excellent [12, 271, 118, 301]
paragraph: numéro, en attendant voici les nouvelles du jour. Mademoiselle X... portait une robe de satin rose brodée d'argent, avec un corsage décolleté orné de dentelles anciennes ; Madame Z... avait choisi une toilette de velours [468, 164, 580, 189]
paragraph: pièce qui doit être jouée au cours de la semaine. La direction a fait de grands frais de mise en scène et de costumes, et les décors sont, paraît-il, d'une richesse inouïe. Nous reparlerons de tout cela dans notre prochain numéro, [126, 730, 232, 756]
paragraph: représentation extraordinaire au profit des œuvres de bienfaisance, et que toutes nos jolies petites y assisteront en grande toilette. Notre excellent confrère, qui avait depuis longtemps promis une causerie sur les coulisses, nous prie d'annoncer que cette causerie aura lieu mardi prochain [240, 72, 346, 107]
paragraph: velours noir relevée de jais, du plus heureux effet. Au foyer, on remarquait beaucoup de monde et les conversations allaient bon train. Le mariage est conclu. Tout est bien qui finit bien. On annonce que la saison s'ouvrira par une représentation [468, 72, 580, 97]
paragraph: que toutes nos jolies petites y assisteront en grande toilette. Notre excellent confrère, qui avait depuis longtemps promis une causerie sur les coulisses, nous prie d'annoncer que cette causerie aura lieu mardi [240, 1167, 346, 1192]
paragraph: que cette causerie aura lieu mardi prochain dans les salons de la rédaction. On se souvient du succès obtenu l'an dernier par la revue de fin d'année, et l'on attend avec impatience la nouvelle pièce [126, 838, 232, 858]
paragraph: est conclu. Tout est bien qui finit bien. On annonce que la saison s'ouvrira par une représentation extraordinaire au profit des œuvres de bienfaisance, et que toutes nos jolies petites y assisteront en grande toilette. Notre excellent confrère, qui avait [12, 433, 118, 463]
paragraph: lieu mardi prochain dans les salons de la rédaction. On se souvient du succès obtenu l'an dernier par la revue de fin d'année, et l'on attend avec impatience la nouvelle pièce qui doit être jouée [468, 840, 580, 860]
paragraph: Mademoiselle X... portait une robe de satin rose brodée d'argent, avec un corsage décolleté orné de dentelles anciennes ; Madame Z... avait choisi une toilette de velours noir relevée de jais, du plus [354, 904, 460, 924]
paragraph: jolies petites y assisteront en grande toilette. Notre excellent confrère, qui avait depuis longtemps promis une causerie sur les coulisses, nous prie d'annoncer que cette causerie aura lieu mardi prochain dans les [354, 410, 460, 436]
paragraph: que toutes nos jolies petites y assisteront en grande toilette. Notre excellent confrère, qui avait depuis longtemps promis une causerie sur les coulisses, nous prie d'annoncer que cette causerie aura lieu mardi [468, 1059, 580, 1080]
paragraph: la rédaction. On se souvient du succès obtenu l'an dernier par la revue de fin d'année, et l'on attend avec impatience la nouvelle pièce qui doit être jouée au cours de la semaine. La direction [354, 691, 460, 711]
paragraph: reparlerons de tout cela dans notre prochain numéro, en attendant voici les nouvelles du jour. Mademoiselle X... portait une robe de satin rose brodée d'argent, avec un corsage décolleté orné de dentelles anciennes [12, 760, 118, 785]
paragraph: rose brodée d'argent, avec un corsage décolleté orné de dentelles anciennes ; Madame Z... avait choisi une toilette de velours noir relevée de jais, du plus heureux effet. Au foyer, on remarquait beaucoup de monde et les conversations allaient bon train. Le mariage [240, 158, 346, 188]
paragraph: dans les salons de la rédaction. On se souvient du succès obtenu l'an dernier par la revue de fin d'année, et l'on attend avec impatience la nouvelle pièce qui doit être jouée au cours de la semaine. [240, 107, 346, 128]
paragraph: d'une richesse inouïe. Nous reparlerons de tout cela dans notre prochain numéro, en attendant voici les nouvelles du jour. Mademoiselle X... portait une robe de satin rose brodée d'argent, avec un corsage décolleté orné de dentelles anciennes ; Madame [12, 97, 118, 128]
column-3-text-top [240, 22, 346, 388]
paragraph: costumes, et les décors sont, paraît-il, d'une richesse inouïe. Nous reparlerons de tout cela dans notre prochain numéro, en attendant voici les nouvelles du jour. Mademoiselle X... portait une robe de satin rose brodée d'argent, avec un corsage décolleté orné de dentelles anciennes ; Madame [240, 814, 346, 844]
paragraph: un corsage décolleté orné de dentelles anciennes ; Madame Z... avait choisi une toilette de velours noir relevée de jais, du plus heureux effet. Au foyer, on remarquait beaucoup de monde et les conversations allaient bon train. Le mariage est conclu. Tout est [354, 1036, 460, 1067]
paragraph: les nouvelles du jour. Mademoiselle X... portait une robe de satin rose brodée d'argent, avec un corsage décolleté orné de dentelles anciennes ; Madame Z... avait choisi une toilette de velours noir relevée [240, 21, 346, 46]
paragraph: remarquait beaucoup de monde et les conversations allaient bon train. Le mariage est conclu. Tout est bien qui finit bien. On annonce que la saison s'ouvrira par une représentation extraordinaire au profit des œuvres de bienfaisance, et que toutes nos jolies [354, 507, 460, 538]
paragraph: jouée au cours de la semaine. La direction a fait de grands frais de mise en scène et de costumes, et les décors sont, paraît-il, d'une richesse inouïe. Nous reparlerons de tout cela dans notre prochain numéro, en attendant voici les [468, 737, 580, 763]
paragraph: Mademoiselle X... portait une robe de satin rose brodée d'argent, avec un corsage décolleté orné de dentelles anciennes ; Madame Z... avait choisi une toilette de velours noir relevée de jais, [12, 647, 118, 667]
paragraph: doit être jouée au cours de la semaine. La direction a fait de grands frais de mise en scène et de costumes, et les décors sont, paraît-il, d'une richesse inouïe. Nous reparlerons de tout cela dans notre prochain numéro, en attendant [468, 497, 580, 522]
paragraph: au cours de la semaine. La direction a fait de grands frais de mise en scène et de costumes, et les décors sont, paraît-il, d'une richesse inouïe. Nous reparlerons de tout cela dans notre prochain numéro, en [354, 41, 460, 67]
paragraph: numéro, en attendant voici les nouvelles du jour. Mademoiselle X... portait une robe de satin rose brodée d'argent, avec un corsage décolleté orné de dentelles anciennes ; Madame Z... avait choisi une toilette de velours [126, 623, 232, 649]
paragraph: noir relevée de jais, du plus heureux effet. Au foyer, on remarquait beaucoup de monde et les conversations allaient bon train. Le mariage est conclu. Tout est bien qui finit bien. On annonce que la saison s'ouvrira par une représentation extraordinaire [126, 649, 232, 679]
paragraph: s'ouvrira par une représentation extraordinaire au profit des œuvres de bienfaisance, et que toutes nos jolies petites y assisteront en grande toilette. Notre excellent confrère, qui avait depuis longtemps promis une causerie sur les coulisses, nous [240, 875, 346, 905]
paragraph: direction a fait de grands frais de mise en scène et de costumes, et les décors sont, paraît-il, d'une richesse inouïe. Nous reparlerons de tout cela dans notre prochain numéro, en attendant voici les nouvelles du jour. Mademoiselle X... portait une [354, 584, 460, 609]
paragraph: cette causerie aura lieu mardi prochain dans les salons de la rédaction. On se souvient du succès obtenu l'an dernier par la revue de fin d'année, et l'on attend avec impatience la nouvelle pièce qui [468, 476, 580, 497]
paragraph: les nouvelles du jour. Mademoiselle X... portait une robe de satin rose brodée d'argent, avec un corsage décolleté orné de dentelles anciennes ; Madame Z... avait choisi une toilette de velours noir relevée de jais, du plus heureux effet. Au foyer, on remarquait [12, 897, 118, 928]
paragraph: heureux effet. Au foyer, on remarquait beaucoup de monde et les conversations allaient bon train. Le mariage est conclu. Tout est bien qui finit bien. On annonce que la saison s'ouvrira par une représentation extraordinaire au profit des œuvres de bienfaisance, [468, 906, 580, 937]
paragraph: extraordinaire au profit des œuvres de bienfaisance, et que toutes nos jolies petites y assisteront en grande toilette. Notre excellent confrère, qui avait depuis longtemps promis une causerie sur les coulisses, nous [126, 547, 232, 572]
paragraph: une représentation extraordinaire au profit des œuvres de bienfaisance, et que toutes nos jolies petites y assisteront en grande toilette. Notre excellent confrère, qui avait depuis longtemps promis une causerie sur les coulisses, nous prie d'annoncer [12, 565, 118, 596]
paragraph: est conclu. Tout est bien qui finit bien. On annonce que la saison s'ouvrira par une représentation extraordinaire au profit des œuvres de bienfaisance, et que toutes nos [12, 1055, 118, 1076]
paragraph: qui finit bien. On annonce que la saison s'ouvrira par une représentation extraordinaire au profit des œuvres de bienfaisance, et que toutes nos jolies petites y assisteront en grande toilette. Notre excellent confrère, qui avait depuis longtemps promis une causerie sur les [12, 811, 118, 841]
